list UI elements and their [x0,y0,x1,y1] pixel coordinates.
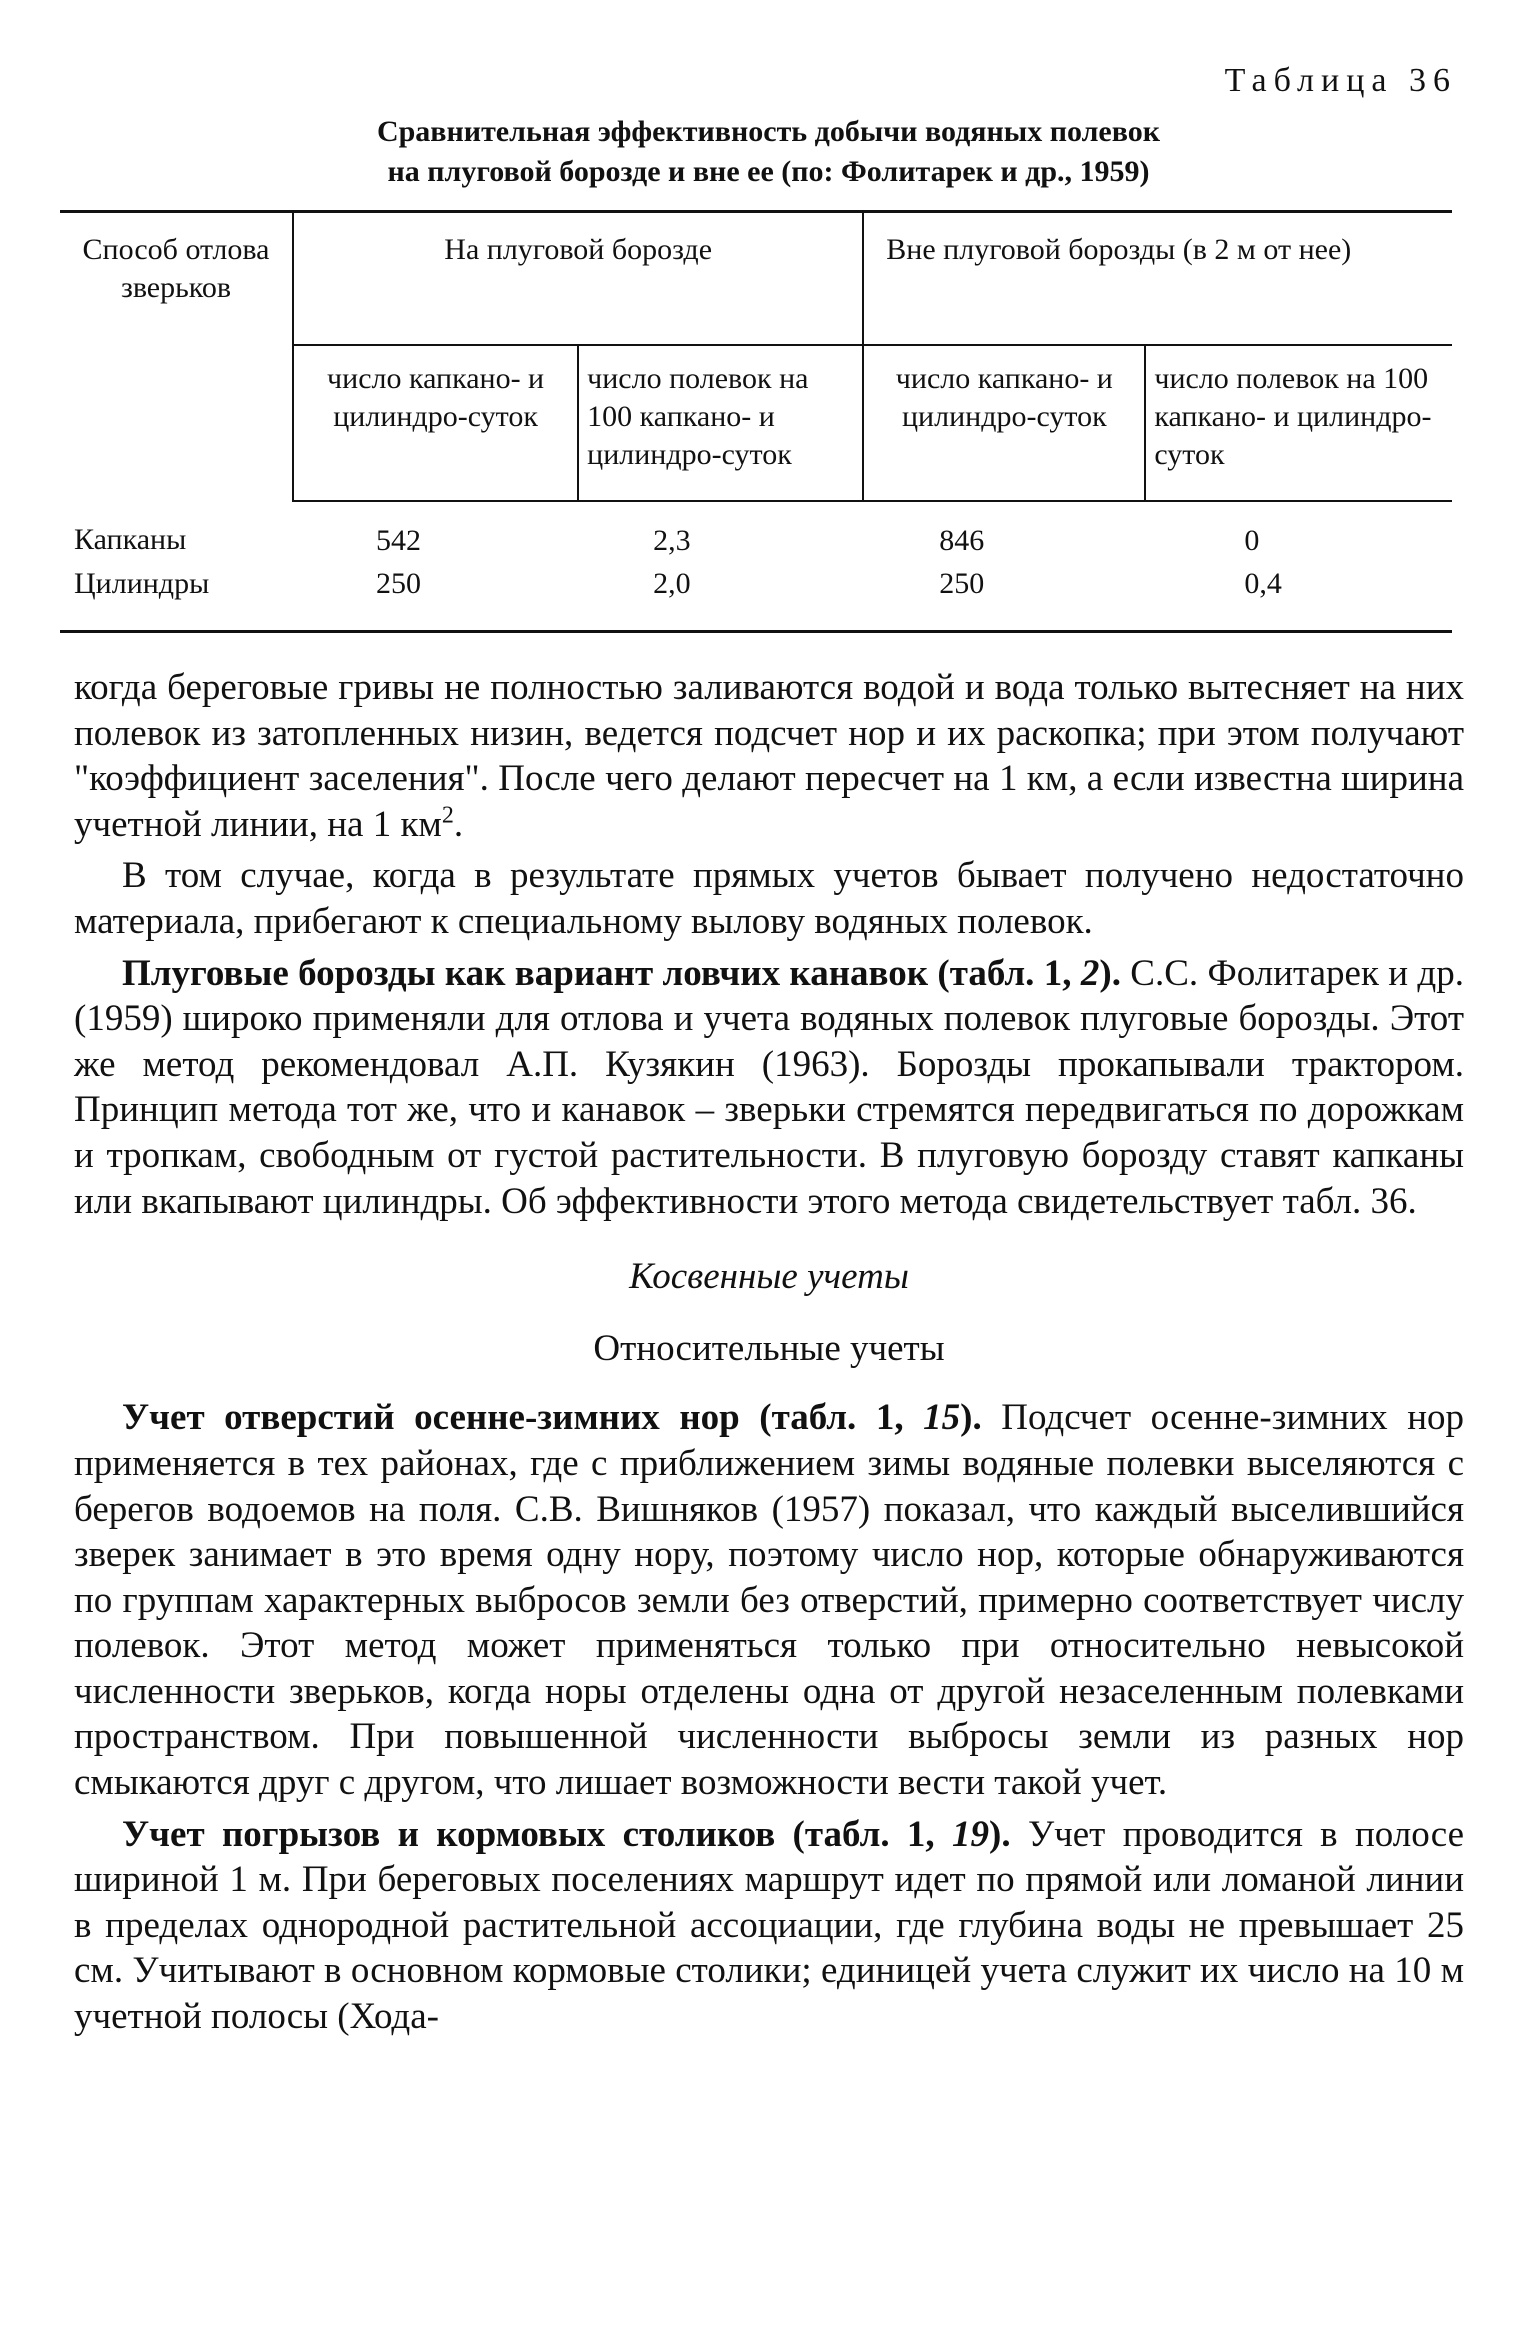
table-row [60,565,1452,632]
cell-v2: 2,0 [578,565,863,632]
paragraph-3: Плуговые борозды как вариант ловчих канавок (табл. 1, 2). С.С. Фолитарек и др. (1959) широко применяли для отлова и учета водяных полевок плуговые борозды. Этот же метод рекомендовал А.П. Кузякин (1963). Борозды прокапывали трактором. Принцип метода тот же, что и канавок – зверьки стремятся передвигаться по дорожкам и тропкам, свободным от густой растительности. В плуговую борозду ставят капканы или вкапывают цилиндры. Об эффективности этого метода свидетельствует табл. 36. [74,952,1465,1222]
header-sub-3: число капкано- и цилиндро-суток [863,345,1145,501]
header-sub-4: число полевок на 100 капкано- и цилиндро-суток [1145,345,1452,501]
table-title-line-2: на плуговой борозде и вне ее (по: Фолитарек и др., 1959) [387,155,1150,188]
row-name: Капканы [74,523,187,556]
header-method: Способ отлова зверьков [60,212,293,502]
cell-v2: 2,3 [653,524,691,557]
table-title [0,112,1537,192]
cell-v3: 846 [939,524,985,557]
section-heading-indirect: Косвенные учеты [629,1256,909,1298]
paragraph-4: Учет отверстий осенне-зимних нор (табл. 1, 15). Подсчет осенне-зимних нор применяется в тех районах, где с приближением зимы водяные полевки выселяются с берегов водоемов на поля. С.В. Вишняков (1957) показал, что каждый выселившийся зверек занимает в это время одну нору, поэтому число нор, которые обнаруживаются по группам характерных выбросов земли без отверстий, примерно соответствует числу полевок. Этот метод может применяться только при относительно невысокой численности зверьков, когда норы отделены одна от другой незаселенным полевками пространством. При повышенной численности выбросы земли из разных нор смыкаются друг с другом, что лишает возможности вести такой учет. [74,1397,1464,1804]
paragraph-1: когда береговые гривы не полностью заливаются водой и вода только вытесняет на них полевок из затопленных низин, ведется подсчет нор и их раскопка; при этом получают "коэффициент заселения". После чего делают пересчет на 1 км, а если известна ширина учетной линии, на 1 $км^2$. [74,667,1464,845]
cell-v4: 0,4 [1145,565,1452,632]
table-number: Таблица 36 [1224,62,1457,99]
header-group-outside: Вне плуговой борозды (в 2 м от нее) [863,212,1452,346]
table-title-line-1: Сравнительная эффективность добычи водяных полевок [376,115,1161,148]
table-row [60,501,1452,565]
data-table [60,210,1452,633]
header-sub-1: число капкано- и цилиндро-суток [293,345,578,501]
section-heading-relative: Относительные учеты [593,1327,945,1369]
body-text [74,665,1464,2040]
paragraph-2: В том случае, когда в результате прямых учетов бывает получено недостаточно материала, прибегают к специальному вылову водяных полевок. [74,855,1464,942]
paragraph-5: Учет погрызов и кормовых столиков (табл. 1, 19). Учет проводится в полосе шириной 1 м. При береговых поселениях маршрут идет по прямой или ломаной линии в пределах однородной растительной ассоциации, где глубина воды не превышает 25 см. Учитывают в основном кормовые столики; единицей учета служит их число на 10 м учетной полосы (Хода- [74,1813,1464,2038]
cell-v3: 250 [863,565,1145,632]
cell-v1: 250 [293,565,578,632]
cell-v1: 542 [376,524,422,557]
row-name: Цилиндры [60,565,293,632]
header-sub-2: число полевок на 100 капкано- и цилиндро-суток [578,345,863,501]
paragraph-heading: Учет отверстий осенне-зимних нор (табл. 1, 15). [122,1397,982,1439]
paragraph-heading: Плуговые борозды как вариант ловчих канавок (табл. 1, 2). [122,952,1121,994]
header-group-furrow: На плуговой борозде [293,212,863,346]
cell-v4: 0 [1244,524,1260,557]
paragraph-heading: Учет погрызов и кормовых столиков (табл. 1, 19). [122,1813,1011,1855]
